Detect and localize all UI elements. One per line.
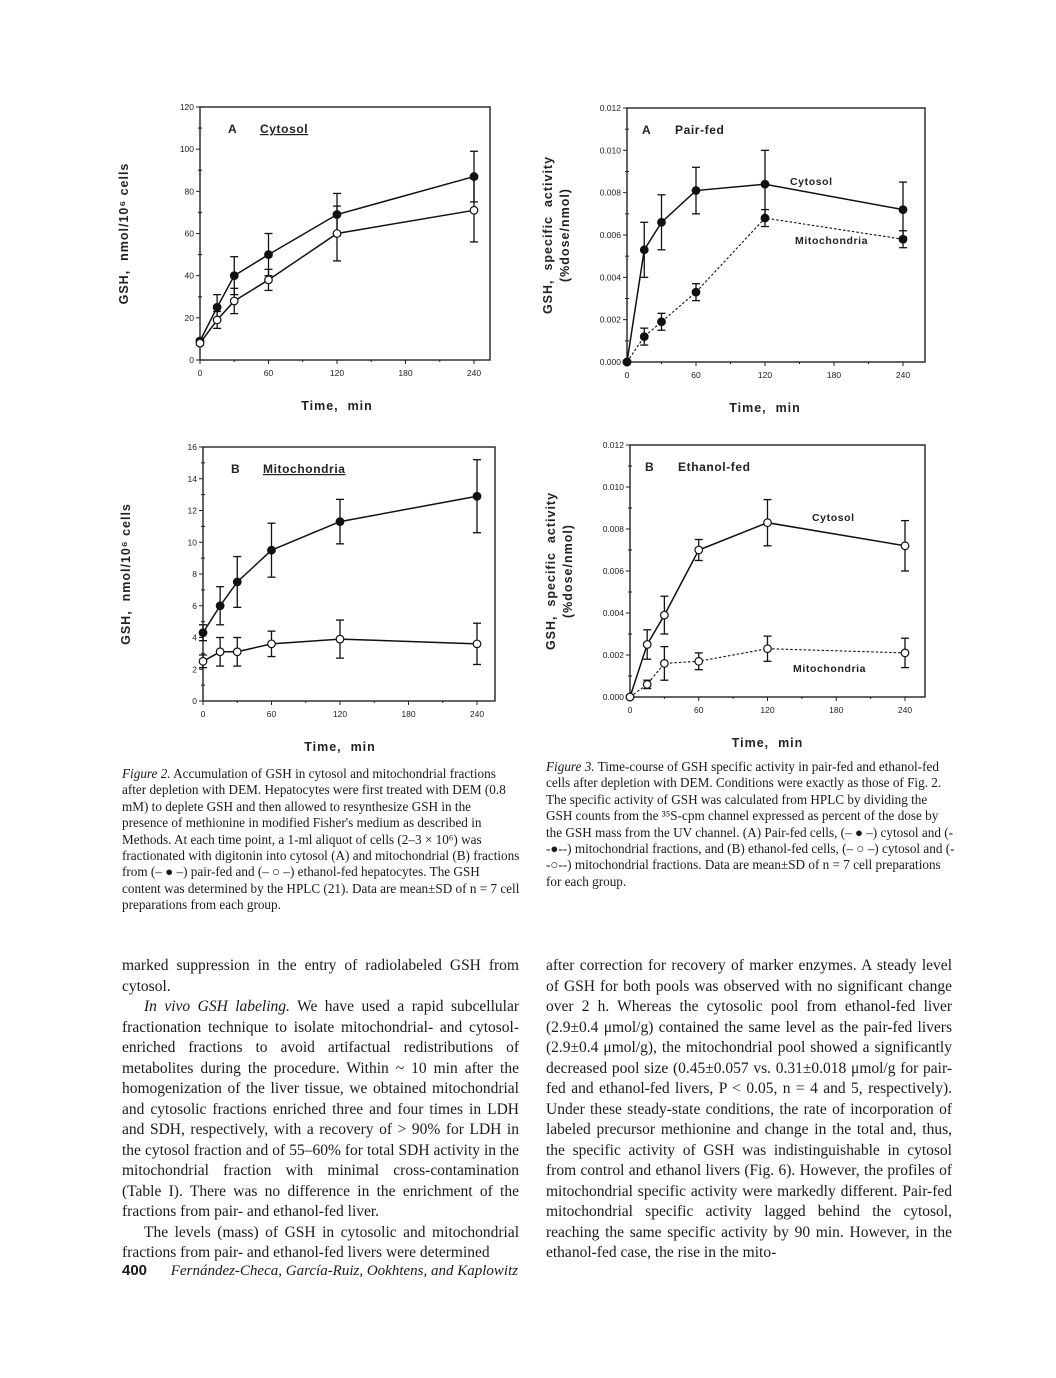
- series-label: Cytosol: [812, 512, 855, 524]
- x-tick-label: 240: [466, 368, 482, 378]
- panel-title: Ethanol-fed: [678, 460, 751, 474]
- data-point: [761, 214, 769, 222]
- x-tick-label: 60: [694, 705, 704, 715]
- figure-2-caption: [122, 766, 520, 914]
- data-point: [265, 251, 273, 259]
- data-point: [216, 602, 224, 610]
- y-tick-label: 0.006: [599, 230, 621, 240]
- data-point: [336, 635, 344, 643]
- data-point: [899, 235, 907, 243]
- y-tick-label: 0.002: [602, 650, 624, 660]
- data-point: [640, 246, 648, 254]
- y-axis-label: GSH, specific activity: [541, 155, 555, 315]
- y-tick-label: 0.012: [602, 440, 624, 450]
- paragraph: after correction for recovery of marker enzymes. A steady level of GSH for both pools was observed with no significant change over 2 h. Whereas the cytosolic pool from ethanol-fed liver (2.9±0.4 μmol/g) contained the same level as the pair-fed livers (2.9±0.4 μmol/g), the mitochondrial pool showed a significantly decreased pool size (0.45±0.057 vs. 0.31±0.018 μmol/g for pair-fed and ethanol-fed livers, P < 0.05, n = 4 and 5, respectively). Under these steady-state conditions, the rate of incorporation of labeled precursor methionine and change in the total and, thus, the specific activity of GSH was indistinguishable in cytosol from control and ethanol livers (Fig. 6). However, the profiles of mitochondrial specific activity were markedly different. Pair-fed mitochondrial specific activity lagged behind the cytosol, reaching the same specific activity by 90 min. However, in the ethanol-fed case, the rise in the mito-: [546, 957, 952, 1261]
- authors: Fernández-Checa, García-Ruiz, Ookhtens, and Kaplowitz: [170, 1263, 519, 1279]
- y-tick-label: 0.006: [602, 566, 624, 576]
- data-point: [695, 658, 703, 666]
- data-point: [626, 693, 634, 701]
- y-tick-label: 0.010: [602, 482, 624, 492]
- data-point: [695, 546, 703, 554]
- data-point: [901, 649, 909, 657]
- data-point: [213, 316, 221, 324]
- y-axis-label-units: (%dose/nmol): [561, 524, 575, 618]
- data-point: [643, 641, 651, 649]
- x-axis-label: Time, min: [731, 736, 804, 750]
- y-axis-label-units: (%dose/nmol): [558, 188, 572, 282]
- x-tick-label: 60: [266, 709, 277, 719]
- data-point: [196, 339, 204, 347]
- panel-title: Cytosol: [260, 122, 309, 136]
- data-point: [473, 640, 481, 648]
- data-point: [658, 318, 666, 326]
- y-tick-label: 0: [189, 355, 194, 365]
- series-mitochondria: [626, 636, 909, 701]
- data-point: [336, 518, 344, 526]
- x-tick-label: 120: [757, 370, 773, 380]
- page-number: 400: [122, 1262, 148, 1279]
- chart-1: [541, 103, 925, 415]
- y-tick-label: 20: [184, 312, 194, 323]
- series-cytosol: [623, 150, 907, 365]
- data-point: [764, 645, 772, 653]
- x-tick-label: 60: [691, 370, 701, 380]
- panel-title: Mitochondria: [263, 462, 346, 476]
- x-tick-label: 240: [895, 370, 911, 380]
- page-footer: [122, 1262, 518, 1280]
- data-point: [233, 648, 241, 656]
- data-point: [230, 272, 238, 280]
- x-tick-label: 120: [329, 368, 345, 378]
- plot-frame: [627, 108, 925, 362]
- y-tick-label: 0.004: [602, 608, 624, 618]
- caption-text: Accumulation of GSH in cytosol and mitochondrial fractions after depletion with DEM. Hepatocytes were first treated with DEM (0.8 mM) to deplete GSH and then allowed to resynthesize GSH in the presence of methionine in modified Fisher's medium as described in Methods. At each time point, a 1-ml aliquot of cells (2–3 × 10⁶) was fractionated with digitonin into cytosol (A) and mitochondrial (B) fractions from (– ● –) pair-fed and (– ○ –) ethanol-fed hepatocytes. The GSH content was determined by the HPLC (21). Data are mean±SD of n = 7 cell preparations from each group.: [122, 766, 520, 913]
- y-tick-label: 40: [184, 270, 194, 281]
- x-tick-label: 240: [469, 709, 485, 719]
- series-label: Mitochondria: [793, 663, 867, 675]
- x-tick-label: 0: [624, 370, 630, 380]
- series-cytosol: [626, 500, 909, 701]
- data-point: [899, 206, 907, 214]
- y-tick-label: 60: [184, 228, 194, 239]
- chart-0: [117, 102, 490, 413]
- body-right-column: [546, 956, 952, 1264]
- data-point: [265, 276, 273, 284]
- x-tick-label: 240: [897, 705, 913, 715]
- y-tick-label: 0.008: [602, 524, 624, 534]
- x-tick-label: 180: [829, 705, 844, 715]
- series-label: Mitochondria: [795, 235, 869, 247]
- x-tick-label: 180: [398, 368, 413, 378]
- y-axis-label: GSH, nmol/10⁶ cells: [119, 503, 133, 645]
- data-point: [268, 640, 276, 648]
- x-tick-label: 120: [332, 709, 348, 719]
- x-tick-label: 60: [263, 368, 274, 378]
- data-point: [661, 611, 669, 619]
- y-tick-label: 4: [192, 632, 197, 643]
- paragraph-text: We have used a rapid subcellular fractionation technique to isolate mitochondrial- and cytosol-enriched fractions to avoid artifactual redistributions of metabolites during the procedure. Within ~ 10 min after the homogenization of the liver tissue, we obtained mitochondrial and cytosolic fractions enriched three and four times in LDH and SDH, respectively, with a recovery of > 90% for LDH in the cytosol fraction and of 55–60% for total SDH activity in the mitochondrial fraction with minimal cross-contamination (Table I). There was no difference in the enrichment of the fractions from pair- and ethanol-fed liver.: [122, 998, 520, 1220]
- y-tick-label: 6: [192, 600, 197, 611]
- panel-title: Pair-fed: [675, 123, 725, 137]
- caption-text: Time-course of GSH specific activity in pair-fed and ethanol-fed cells after depletion with DEM. Conditions were exactly as those of Fig. 2. The specific activity of GSH was calculated from HPLC by dividing the GSH counts from the ³⁵S-cpm channel expressed as percent of the dose by the GSH mass from the UV channel. (A) Pair-fed cells, (– ● –) cytosol and (--●--) mitochondrial fractions, and (B) ethanol-fed cells, (– ○ –) cytosol and (--○--) mitochondrial fractions. Data are mean±SD of n = 7 cell preparations for each group.: [546, 759, 955, 889]
- y-axis-label: GSH, specific activity: [544, 491, 558, 651]
- data-point: [199, 629, 207, 637]
- chart-3: [544, 440, 925, 750]
- series-mitochondria: [623, 210, 907, 366]
- data-point: [268, 546, 276, 554]
- data-point: [661, 660, 669, 668]
- section-heading: In vivo GSH labeling.: [144, 998, 290, 1015]
- data-point: [643, 681, 651, 689]
- y-tick-label: 0.008: [599, 187, 621, 198]
- panel-letter: A: [228, 122, 238, 136]
- data-point: [230, 297, 238, 305]
- y-tick-label: 14: [187, 473, 197, 484]
- paragraph: The levels (mass) of GSH in cytosolic and mitochondrial fractions from pair- and ethanol-fed livers were determined: [122, 1223, 519, 1261]
- plot-frame: [630, 445, 925, 697]
- data-point: [901, 542, 909, 550]
- series-ethanol-fed: [199, 620, 481, 668]
- y-tick-label: 0.010: [599, 145, 621, 156]
- y-tick-label: 80: [184, 186, 194, 197]
- data-point: [333, 230, 341, 238]
- data-point: [470, 207, 478, 215]
- y-tick-label: 10: [187, 537, 197, 548]
- y-tick-label: 0.000: [602, 692, 624, 702]
- chart-2: [119, 442, 495, 754]
- paragraph: marked suppression in the entry of radiolabeled GSH from cytosol.: [122, 957, 519, 995]
- x-tick-label: 0: [200, 709, 206, 719]
- data-point: [761, 180, 769, 188]
- plot-frame: [200, 107, 490, 360]
- y-tick-label: 0.000: [599, 357, 621, 367]
- y-tick-label: 0.002: [599, 314, 621, 325]
- x-axis-label: Time, min: [301, 399, 373, 413]
- paragraph: [122, 997, 519, 1223]
- x-tick-label: 120: [760, 705, 775, 715]
- data-point: [473, 492, 481, 500]
- x-tick-label: 0: [197, 368, 203, 378]
- y-tick-label: 0.004: [599, 272, 621, 283]
- data-point: [764, 519, 772, 527]
- body-left-column: [122, 956, 519, 1264]
- x-tick-label: 180: [826, 370, 842, 380]
- series-label: Cytosol: [790, 176, 833, 188]
- caption-label: Figure 2.: [122, 766, 171, 781]
- x-tick-label: 0: [627, 705, 633, 715]
- panel-letter: B: [231, 462, 241, 476]
- series-pair-fed: [199, 460, 481, 641]
- data-point: [199, 658, 207, 666]
- y-tick-label: 100: [179, 144, 194, 155]
- y-tick-label: 2: [192, 664, 197, 675]
- panel-letter: B: [645, 460, 655, 474]
- data-point: [640, 333, 648, 341]
- data-point: [216, 648, 224, 656]
- caption-label: Figure 3.: [546, 759, 595, 774]
- x-axis-label: Time, min: [729, 401, 801, 415]
- data-point: [213, 303, 221, 311]
- y-tick-label: 0: [192, 696, 197, 706]
- y-tick-label: 120: [179, 102, 194, 112]
- y-tick-label: 8: [192, 569, 197, 579]
- y-axis-label: GSH, nmol/10⁶ cells: [117, 162, 131, 305]
- y-tick-label: 12: [187, 505, 197, 516]
- data-point: [233, 578, 241, 586]
- panel-letter: A: [642, 123, 652, 137]
- data-point: [692, 187, 700, 195]
- y-tick-label: 0.012: [599, 103, 621, 113]
- data-point: [658, 219, 666, 227]
- x-axis-label: Time, min: [304, 740, 376, 754]
- x-tick-label: 180: [401, 709, 416, 719]
- y-tick-label: 16: [187, 442, 197, 452]
- data-point: [692, 288, 700, 296]
- data-point: [623, 358, 631, 366]
- figure-3-caption: [546, 759, 956, 890]
